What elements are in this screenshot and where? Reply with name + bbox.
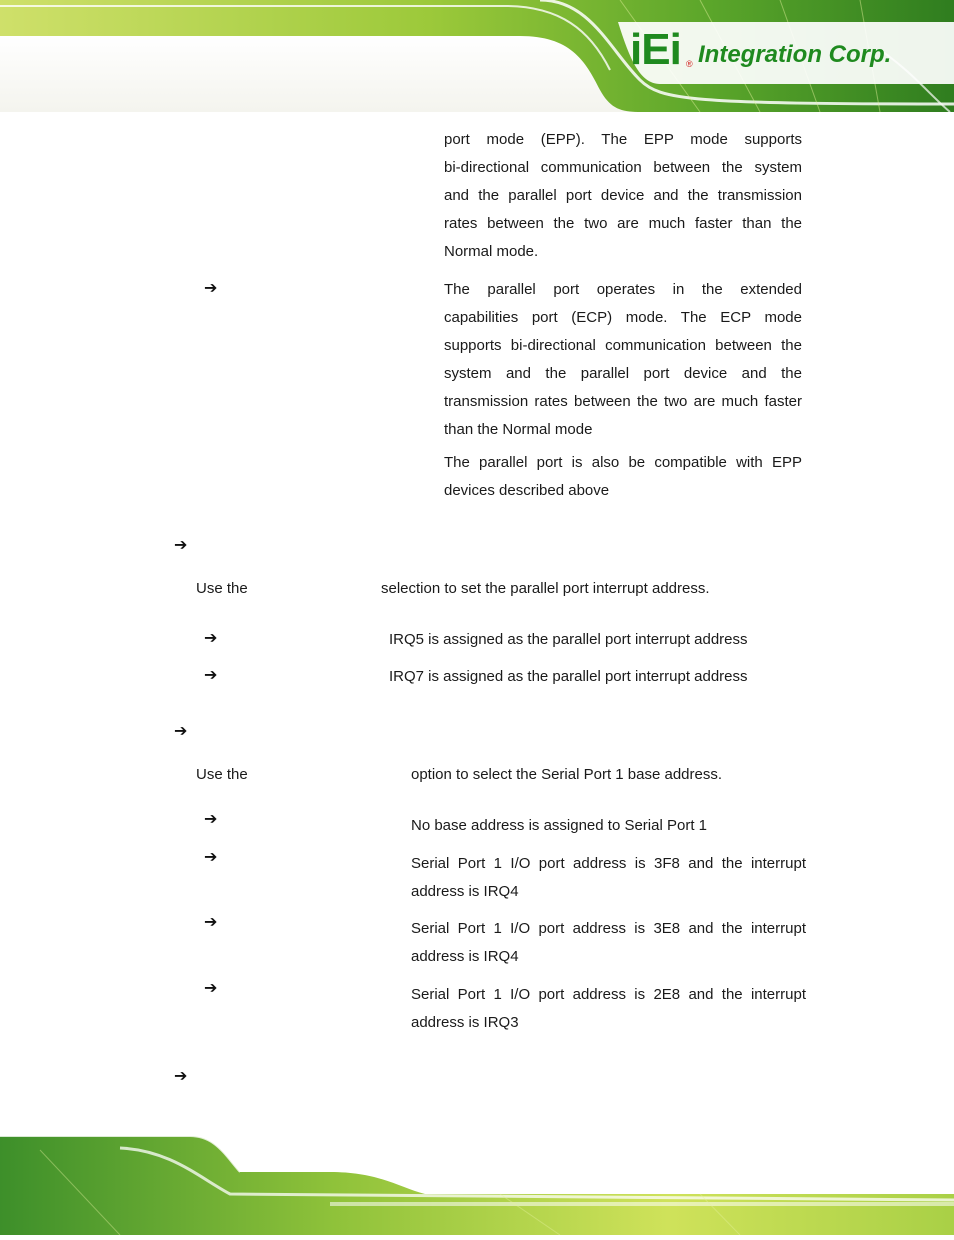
- ecp-line-5: transmission rates between the two are much faster: [444, 393, 802, 410]
- ecp-note-line-2: devices described above: [444, 482, 610, 499]
- arrow-icon: ➔: [204, 914, 218, 931]
- footer-banner: [0, 1130, 954, 1235]
- irq5-option-description: IRQ5 is assigned as the parallel port interrupt address: [389, 631, 748, 648]
- serial-port1-use-the: Use the: [196, 766, 248, 783]
- ecp-line-3: supports bi-directional communication between the: [444, 337, 802, 354]
- section-arrow-icon: ➔: [174, 723, 188, 740]
- serial-3e8-line-2: address is IRQ4: [411, 948, 519, 965]
- serial-3f8-line-1: Serial Port 1 I/O port address is 3F8 and the interrupt: [411, 855, 806, 872]
- irq7-option-description: IRQ7 is assigned as the parallel port interrupt address: [389, 668, 748, 685]
- registered-mark: ®: [686, 59, 693, 69]
- section-arrow-icon: ➔: [174, 1068, 188, 1085]
- ecp-line-6: than the Normal mode: [444, 421, 593, 438]
- logo-text: Integration Corp.: [698, 41, 892, 68]
- ecp-line-2: capabilities port (ECP) mode. The ECP mode: [444, 309, 802, 326]
- epp-line-4: rates between the two are much faster than the: [444, 215, 802, 232]
- section-arrow-icon: ➔: [174, 537, 188, 554]
- arrow-icon: ➔: [204, 811, 218, 828]
- epp-line-1: port mode (EPP). The EPP mode supports: [444, 131, 802, 148]
- footer-graphic: [0, 1130, 954, 1235]
- logo-mark: iEi: [630, 25, 681, 74]
- epp-line-3: and the parallel port device and the transmission: [444, 187, 802, 204]
- parallel-irq-use-the: Use the: [196, 580, 248, 597]
- header-banner: [0, 0, 954, 112]
- arrow-icon: ➔: [204, 980, 218, 997]
- serial-3e8-line-1: Serial Port 1 I/O port address is 3E8 and the interrupt: [411, 920, 806, 937]
- serial-port1-description: option to select the Serial Port 1 base address.: [411, 766, 723, 783]
- serial-disabled-description: No base address is assigned to Serial Port 1: [411, 817, 707, 834]
- epp-line-2: bi-directional communication between the system: [444, 159, 802, 176]
- arrow-icon: ➔: [204, 667, 218, 684]
- serial-2e8-line-2: address is IRQ3: [411, 1014, 519, 1031]
- ecp-line-4: system and the parallel port device and the: [444, 365, 802, 382]
- arrow-icon: ➔: [204, 849, 218, 866]
- epp-line-5: Normal mode.: [444, 243, 539, 260]
- ecp-note-line-1: The parallel port is also be compatible with EPP: [444, 454, 802, 471]
- arrow-icon: ➔: [204, 280, 218, 297]
- parallel-irq-description: selection to set the parallel port interrupt address.: [381, 580, 710, 597]
- arrow-icon: ➔: [204, 630, 218, 647]
- ecp-line-1: The parallel port operates in the extended: [444, 281, 802, 298]
- serial-2e8-line-1: Serial Port 1 I/O port address is 2E8 and the interrupt: [411, 986, 806, 1003]
- serial-3f8-line-2: address is IRQ4: [411, 883, 519, 900]
